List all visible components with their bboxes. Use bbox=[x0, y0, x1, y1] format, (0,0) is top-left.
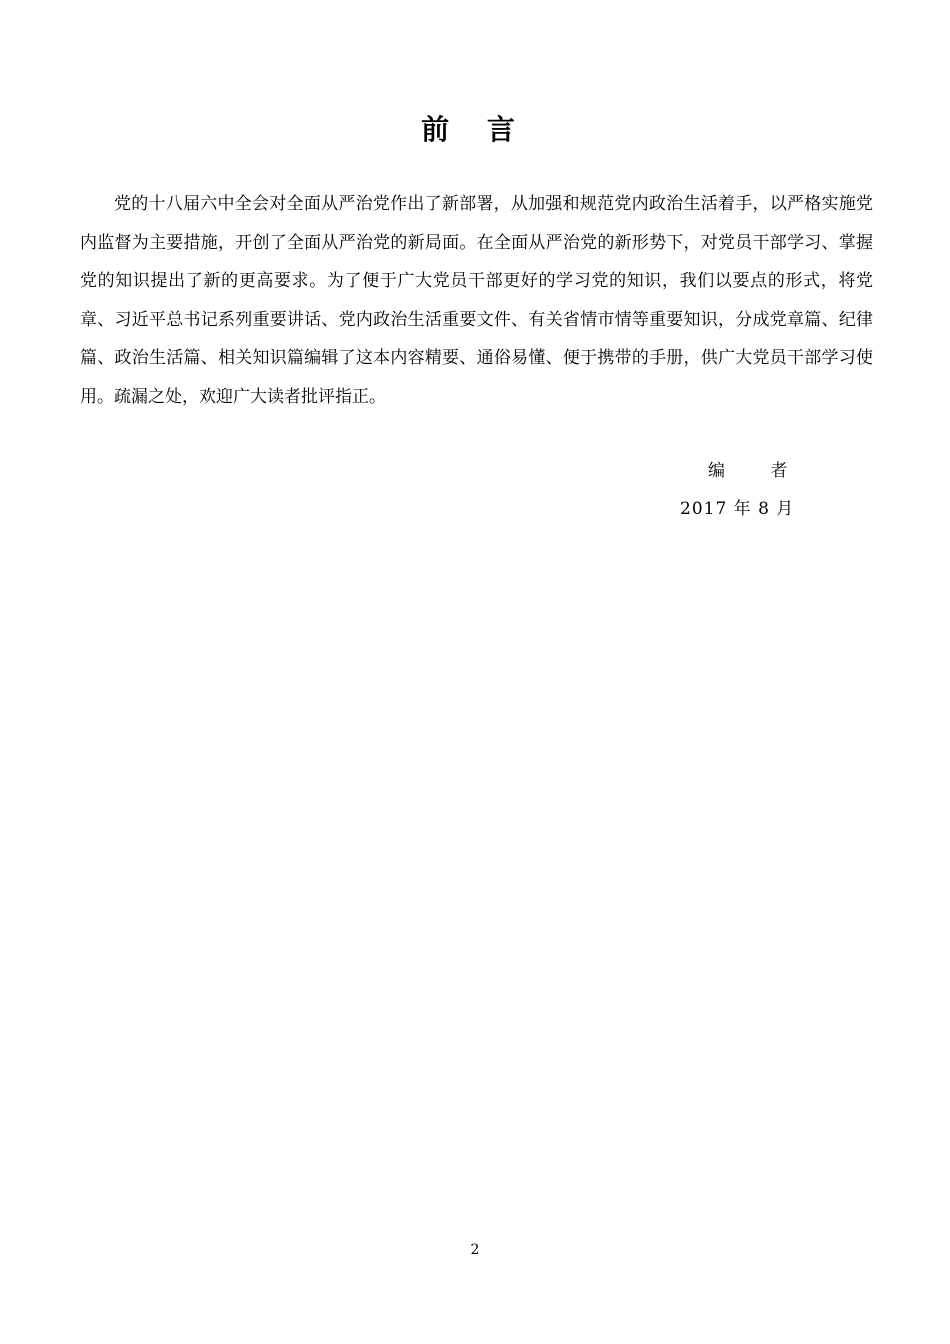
publication-date: 2017 年 8 月 bbox=[680, 499, 795, 519]
page-title: 前 言 bbox=[421, 113, 529, 146]
page-number: 2 bbox=[470, 1242, 480, 1258]
editor-signature: 编 者 bbox=[708, 461, 808, 481]
preface-paragraph: 党的十八届六中全会对全面从严治党作出了新部署，从加强和规范党内政治生活着手，以严格实施党内监督为主要措施，开创了全面从严治党的新局面。在全面从严治党的新形势下，对党员干部学习、掌握党的知识提出了新的更高要求。为了便于广大党员干部更好的学习党的知识，我们以要点的形式，将党章、习近平总书记系列重要讲话、党内政治生活重要文件、有关省情市情等重要知识，分成党章篇、纪律篇、政治生活篇、相关知识篇编辑了这本内容精要、通俗易懂、便于携带的手册，供广大党员干部学习使用。疏漏之处，欢迎广大读者批评指正。 bbox=[80, 194, 873, 407]
